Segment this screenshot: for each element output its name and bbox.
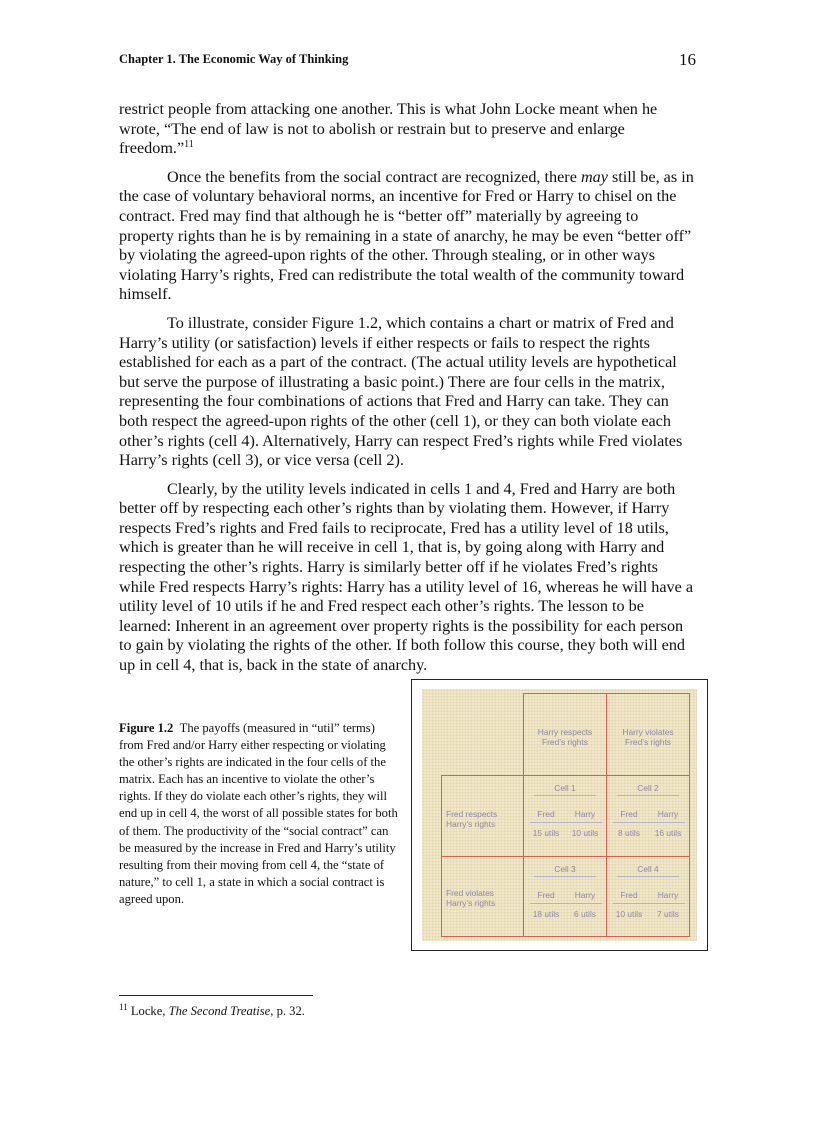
cell-title-underline — [617, 876, 679, 877]
paragraph-2-text-before: Once the benefits from the social contract are recognized, there — [167, 167, 581, 186]
cell-3-fred-label: Fred — [537, 890, 555, 900]
cell-4-fred-label: Fred — [620, 890, 638, 900]
column-header-line: Harry respects — [537, 727, 593, 737]
row-header-fred-violates — [446, 888, 522, 908]
cell-1-fred-value: 15 utils — [532, 828, 560, 838]
cell-2-fred-label: Fred — [620, 809, 638, 819]
label-underline — [613, 822, 685, 823]
row-header-line: Harry’s rights — [446, 898, 496, 908]
column-header-harry-violates — [607, 727, 689, 747]
label-underline — [530, 903, 602, 904]
grid-line — [441, 856, 690, 857]
footnote-page: , p. 32. — [270, 1004, 305, 1018]
cell-4-title: Cell 4 — [637, 864, 659, 874]
cell-4-harry-label: Harry — [657, 890, 679, 900]
cell-title-underline — [534, 795, 596, 796]
paragraph-1 — [119, 100, 697, 159]
paragraph-2 — [119, 168, 697, 305]
cell-2-harry-value: 16 utils — [654, 828, 682, 838]
cell-4-harry-value: 7 utils — [657, 909, 679, 919]
row-header-line: Harry’s rights — [446, 819, 496, 829]
paragraph-2-emphasis: may — [580, 167, 608, 186]
column-header-line: Harry violates — [622, 727, 674, 737]
page-number: 16 — [679, 50, 696, 69]
cell-1-harry-value: 10 utils — [571, 828, 599, 838]
paragraph-3: To illustrate, consider Figure 1.2, which contains a chart or matrix of Fred and Harry’s utility (or satisfaction) levels if either respects or fails to respect the rights established for each as a part of the contract. (The actual utility levels are hypothetical but serve the purpose of illustrating a basic point.) There are four cells in the matrix, representing the four combinations of actions that Fred and Harry can take. They can both respect the agreed-upon rights of the other (cell 1), or they can both violate each other’s rights (cell 4). Alternatively, Harry can respect Fred’s rights while Fred violates Harry’s rights (cell 3), or vice versa (cell 2). — [119, 313, 683, 470]
cell-1-title: Cell 1 — [554, 783, 576, 793]
paragraph-2-text-after: still be, as in the case of voluntary behavioral norms, an incentive for Fred or Harry to chisel on the contract. Fred may find that although he is “better off” materially by agreeing to property rights than he is by remaining in a state of anarchy, he may be even “better off” by violating the agreed-upon rights of the other. Through stealing, or in other ways violating Harry’s rights, Fred can redistribute the total wealth of the community toward himself. — [119, 167, 694, 304]
column-header-line: Fred’s rights — [542, 737, 588, 747]
cell-3-harry-value: 6 utils — [574, 909, 596, 919]
cell-2-fred-value: 8 utils — [618, 828, 640, 838]
chapter-title: Chapter 1. The Economic Way of Thinking — [119, 52, 349, 66]
payoff-matrix — [422, 689, 697, 941]
cell-title-underline — [534, 876, 596, 877]
paragraph-4: Clearly, by the utility levels indicated in cells 1 and 4, Fred and Harry are both better off by respecting each other’s rights than by violating them. However, if Harry respects Fred’s rights and Fred fails to reciprocate, Fred has a utility level of 18 utils, which is greater than he will receive in cell 1, that is, by going along with Harry and respecting the other’s rights. Harry is similarly better off if he violates Fred’s rights while Fred respects Harry’s rights: Harry has a utility level of 16, whereas he will have a utility level of 10 utils if he and Fred respect each other’s rights. The lesson to be learned: Inherent in an agreement over property rights is the possibility for each person to gain by violating the rights of the other. If both follow this course, they both will end up in cell 4, that is, back in the state of anarchy. — [119, 479, 694, 675]
footnote-reference: 11 — [184, 139, 194, 151]
grid-line — [689, 693, 690, 937]
label-underline — [613, 903, 685, 904]
footnote-divider — [119, 995, 313, 996]
cell-2-title: Cell 2 — [637, 783, 659, 793]
cell-title-underline — [617, 795, 679, 796]
cell-1-fred-label: Fred — [537, 809, 555, 819]
paragraph-1-text: restrict people from attacking one another. This is what John Locke meant when he wrote, “The end of law is not to abolish or restrain but to preserve and enlarge freedom.” — [119, 100, 658, 158]
cell-3-fred-value: 18 utils — [532, 909, 560, 919]
cell-3-harry-label: Harry — [574, 890, 596, 900]
figure-caption-text: The payoffs (measured in “util” terms) from Fred and/or Harry either respecting or violating the other’s rights are indicated in the four cells of the matrix. Each has an incentive to violate the other’s rights. If they do violate each other’s rights, they will end up in cell 4, the worst of all possible states for both of them. The productivity of the “social contract” can be measured by the increase in Fred and Harry’s utility resulting from their moving from cell 4, the “state of nature,” to cell 1, a state in which a social contract is agreed upon. — [119, 721, 398, 906]
row-header-fred-respects — [446, 809, 522, 829]
grid-line — [441, 936, 690, 937]
column-header-harry-respects — [524, 727, 606, 747]
body-text — [119, 100, 697, 685]
footnote-author: Locke, — [130, 1004, 169, 1018]
cell-3-title: Cell 3 — [554, 864, 576, 874]
figure-label: Figure 1.2 — [119, 721, 174, 735]
label-underline — [530, 822, 602, 823]
cell-1-harry-label: Harry — [574, 809, 596, 819]
footnote — [119, 1004, 305, 1019]
column-header-line: Fred’s rights — [625, 737, 671, 747]
grid-line — [523, 693, 690, 694]
footnote-number: 11 — [119, 1002, 128, 1012]
grid-line — [441, 775, 690, 776]
row-header-line: Fred violates — [446, 888, 494, 898]
row-header-line: Fred respects — [446, 809, 498, 819]
figure-1-2 — [411, 679, 708, 951]
figure-caption — [119, 720, 399, 908]
footnote-work-title: The Second Treatise — [168, 1004, 271, 1018]
cell-4-fred-value: 10 utils — [615, 909, 643, 919]
cell-2-harry-label: Harry — [657, 809, 679, 819]
